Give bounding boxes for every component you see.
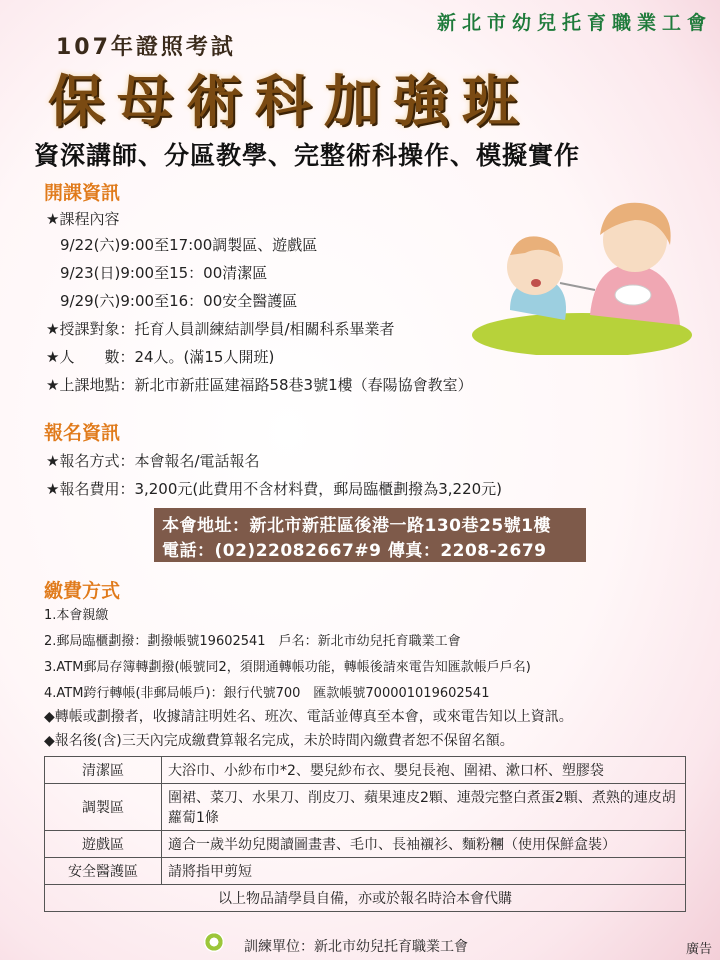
payment-heading: 繳費方式 [44,580,121,602]
items-cell: 圍裙、菜刀、水果刀、削皮刀、蘋果連皮2顆、連殼完整白煮蛋2顆、煮熟的連皮胡蘿蔔1條 [162,784,686,831]
signup-fee: ★報名費用：3,200元(此費用不含材料費，郵局臨櫃劃撥為3,220元) [46,480,503,498]
organizer: 訓練單位：新北市幼兒托育職業工會 [244,939,468,955]
course-location: ★上課地點：新北市新莊區建福路58巷3號1樓（春陽協會教室） [46,376,473,394]
union-name: 新北市幼兒托育職業工會 [436,12,712,34]
course-count: ★人 數：24人。(滿15人開班) [46,348,275,366]
items-cell: 大浴巾、小紗布巾*2、嬰兒紗布衣、嬰兒長袍、圍裙、漱口杯、塑膠袋 [162,757,686,784]
table-row [45,831,686,858]
union-logo-icon [204,932,224,952]
subtitle: 資深講師、分區教學、完整術科操作、模擬實作 [34,141,581,170]
table-row [45,858,686,885]
ad-label: 廣告 [685,942,712,957]
page-title: 保母術科加強班 [48,69,531,135]
payment-item: 4.ATM跨行轉帳(非郵局帳戶)：銀行代號700 匯款帳號700001019602541 [44,686,490,701]
contact-phone: 電話：(02)22082667#9 傳真：2208-2679 [162,541,547,561]
payment-note: ◆報名後(含)三天內完成繳費算報名完成，未於時間內繳費者恕不保留名額。 [44,733,514,749]
area-cell: 遊戲區 [45,831,162,858]
table-row [45,885,686,912]
mother-baby-illustration [470,195,700,355]
area-cell: 調製區 [45,784,162,831]
schedule-item: 9/29(六)9:00至16：00安全醫護區 [60,292,298,310]
course-heading: 開課資訊 [44,182,121,204]
schedule-item: 9/23(日)9:00至15：00清潔區 [60,264,268,282]
course-content-label: ★課程內容 [46,210,120,228]
payment-item: 2.郵局臨櫃劃撥：劃撥帳號19602541 戶名：新北市幼兒托育職業工會 [44,634,461,649]
table-row [45,757,686,784]
payment-item: 1.本會親繳 [44,608,109,623]
table-row [45,784,686,831]
exam-year: 107年證照考試 [56,35,236,60]
contact-address: 本會地址：新北市新莊區後港一路130巷25號1樓 [162,516,551,536]
items-cell: 請將指甲剪短 [162,858,686,885]
signup-method: ★報名方式：本會報名/電話報名 [46,452,260,470]
payment-note: ◆轉帳或劃撥者，收據請註明姓名、班次、電話並傳真至本會，或來電告知以上資訊。 [44,709,573,725]
area-cell: 安全醫護區 [45,858,162,885]
materials-table [44,756,686,912]
items-cell: 適合一歲半幼兒閱讀圖畫書、毛巾、長袖襯衫、麵粉糰（使用保鮮盒裝） [162,831,686,858]
area-cell: 清潔區 [45,757,162,784]
signup-heading: 報名資訊 [44,422,121,444]
payment-item: 3.ATM郵局存簿轉劃撥(帳號同2，須開通轉帳功能，轉帳後請來電告知匯款帳戶戶名) [44,660,531,675]
table-footer-note: 以上物品請學員自備，亦或於報名時洽本會代購 [45,885,686,912]
course-target: ★授課對象：托育人員訓練結訓學員/相關科系畢業者 [46,320,395,338]
schedule-item: 9/22(六)9:00至17:00調製區、遊戲區 [60,236,318,254]
